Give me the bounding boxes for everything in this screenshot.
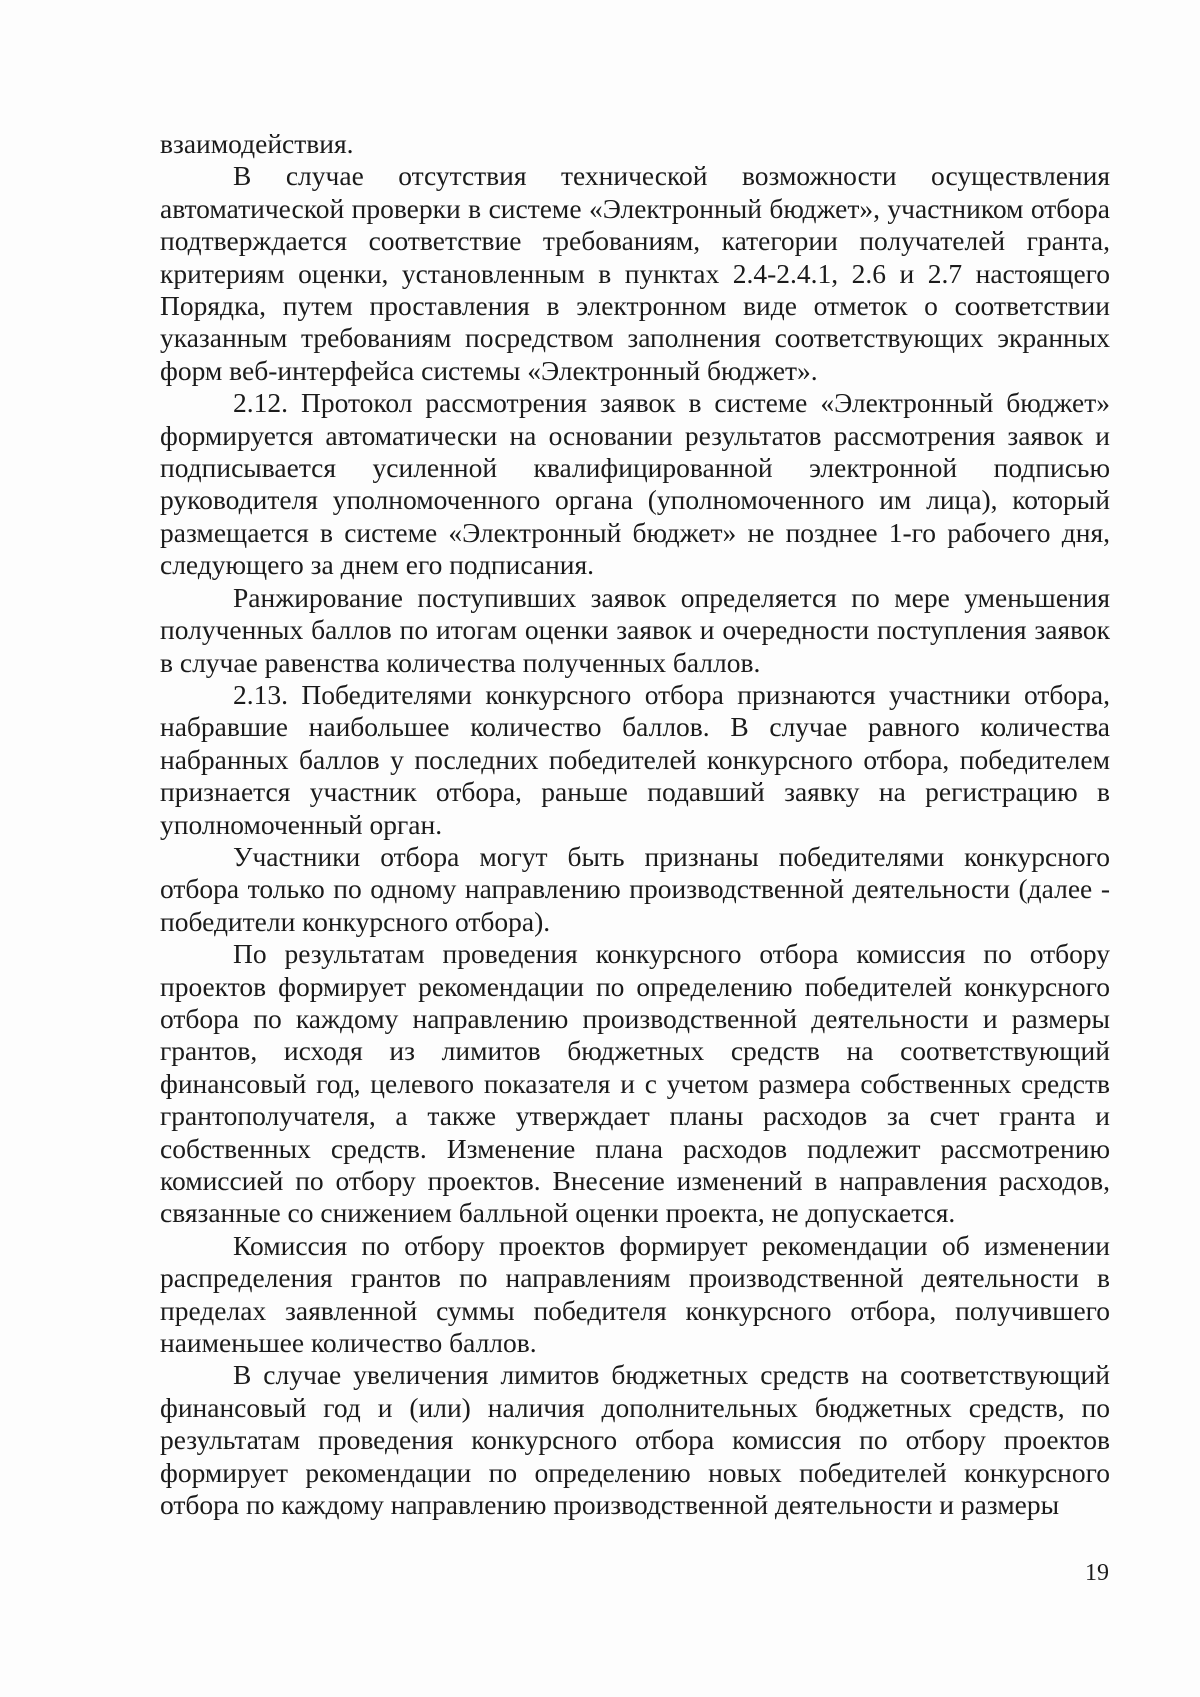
- paragraph-ranking: Ранжирование поступивших заявок определяется по мере уменьшения полученных баллов по итогам оценки заявок и очередности поступления заявок в случае равенства количества полученных баллов.: [160, 581, 1110, 678]
- paragraph-2-12-protocol: 2.12. Протокол рассмотрения заявок в системе «Электронный бюджет» формируется автоматически на основании результатов рассмотрения заявок и подписывается усиленной квалифицированной электронной подписью руководителя уполномоченного органа (уполномоченного им лица), который размещается в системе «Электронный бюджет» не позднее 1-го рабочего дня, следующего за днем его подписания.: [160, 387, 1110, 581]
- paragraph-continuation: взаимодействия.: [160, 128, 354, 159]
- paragraph-redistribution: Комиссия по отбору проектов формирует рекомендации об изменении распределения грантов по направлениям производственной деятельности в пределах заявленной суммы победителя конкурсного отбора, получившего наименьшее количество баллов.: [160, 1229, 1110, 1359]
- paragraph-2-13-winners: 2.13. Победителями конкурсного отбора признаются участники отбора, набравшие наибольшее количество баллов. В случае равного количества набранных баллов у последних победителей конкурсного отбора, победителем признается участник отбора, раньше подавший заявку на регистрацию в уполномоченный орган.: [160, 678, 1110, 840]
- paragraph-commission-recommendations: По результатам проведения конкурсного отбора комиссия по отбору проектов формирует рекомендации по определению победителей конкурсного отбора по каждому направлению производственной деятельности и размеры грантов, исходя из лимитов бюджетных средств на соответствующий финансовый год, целевого показателя и с учетом размера собственных средств грантополучателя, а также утверждает планы расходов за счет гранта и собственных средств. Изменение плана расходов подлежит рассмотрению комиссией по отбору проектов. Внесение изменений в направления расходов, связанные со снижением балльной оценки проекта, не допускается.: [160, 938, 1110, 1229]
- paragraph-manual-confirmation: В случае отсутствия технической возможности осуществления автоматической проверки в системе «Электронный бюджет», участником отбора подтверждается соответствие требованиям, категории получателей гранта, критериям оценки, установленным в пунктах 2.4-2.4.1, 2.6 и 2.7 настоящего Порядка, путем проставления в электронном виде отметок о соответствии указанным требованиям посредством заполнения соответствующих экранных форм веб-интерфейса системы «Электронный бюджет».: [160, 160, 1110, 386]
- page-number: 19: [1085, 1560, 1109, 1586]
- document-body: [160, 128, 1110, 1521]
- paragraph-single-direction: Участники отбора могут быть признаны победителями конкурсного отбора только по одному направлению производственной деятельности (далее - победители конкурсного отбора).: [160, 840, 1110, 937]
- paragraph-limit-increase: В случае увеличения лимитов бюджетных средств на соответствующий финансовый год и (или) наличия дополнительных бюджетных средств, по результатам проведения конкурсного отбора комиссия по отбору проектов формирует рекомендации по определению новых победителей конкурсного отбора по каждому направлению производственной деятельности и размеры: [160, 1359, 1110, 1521]
